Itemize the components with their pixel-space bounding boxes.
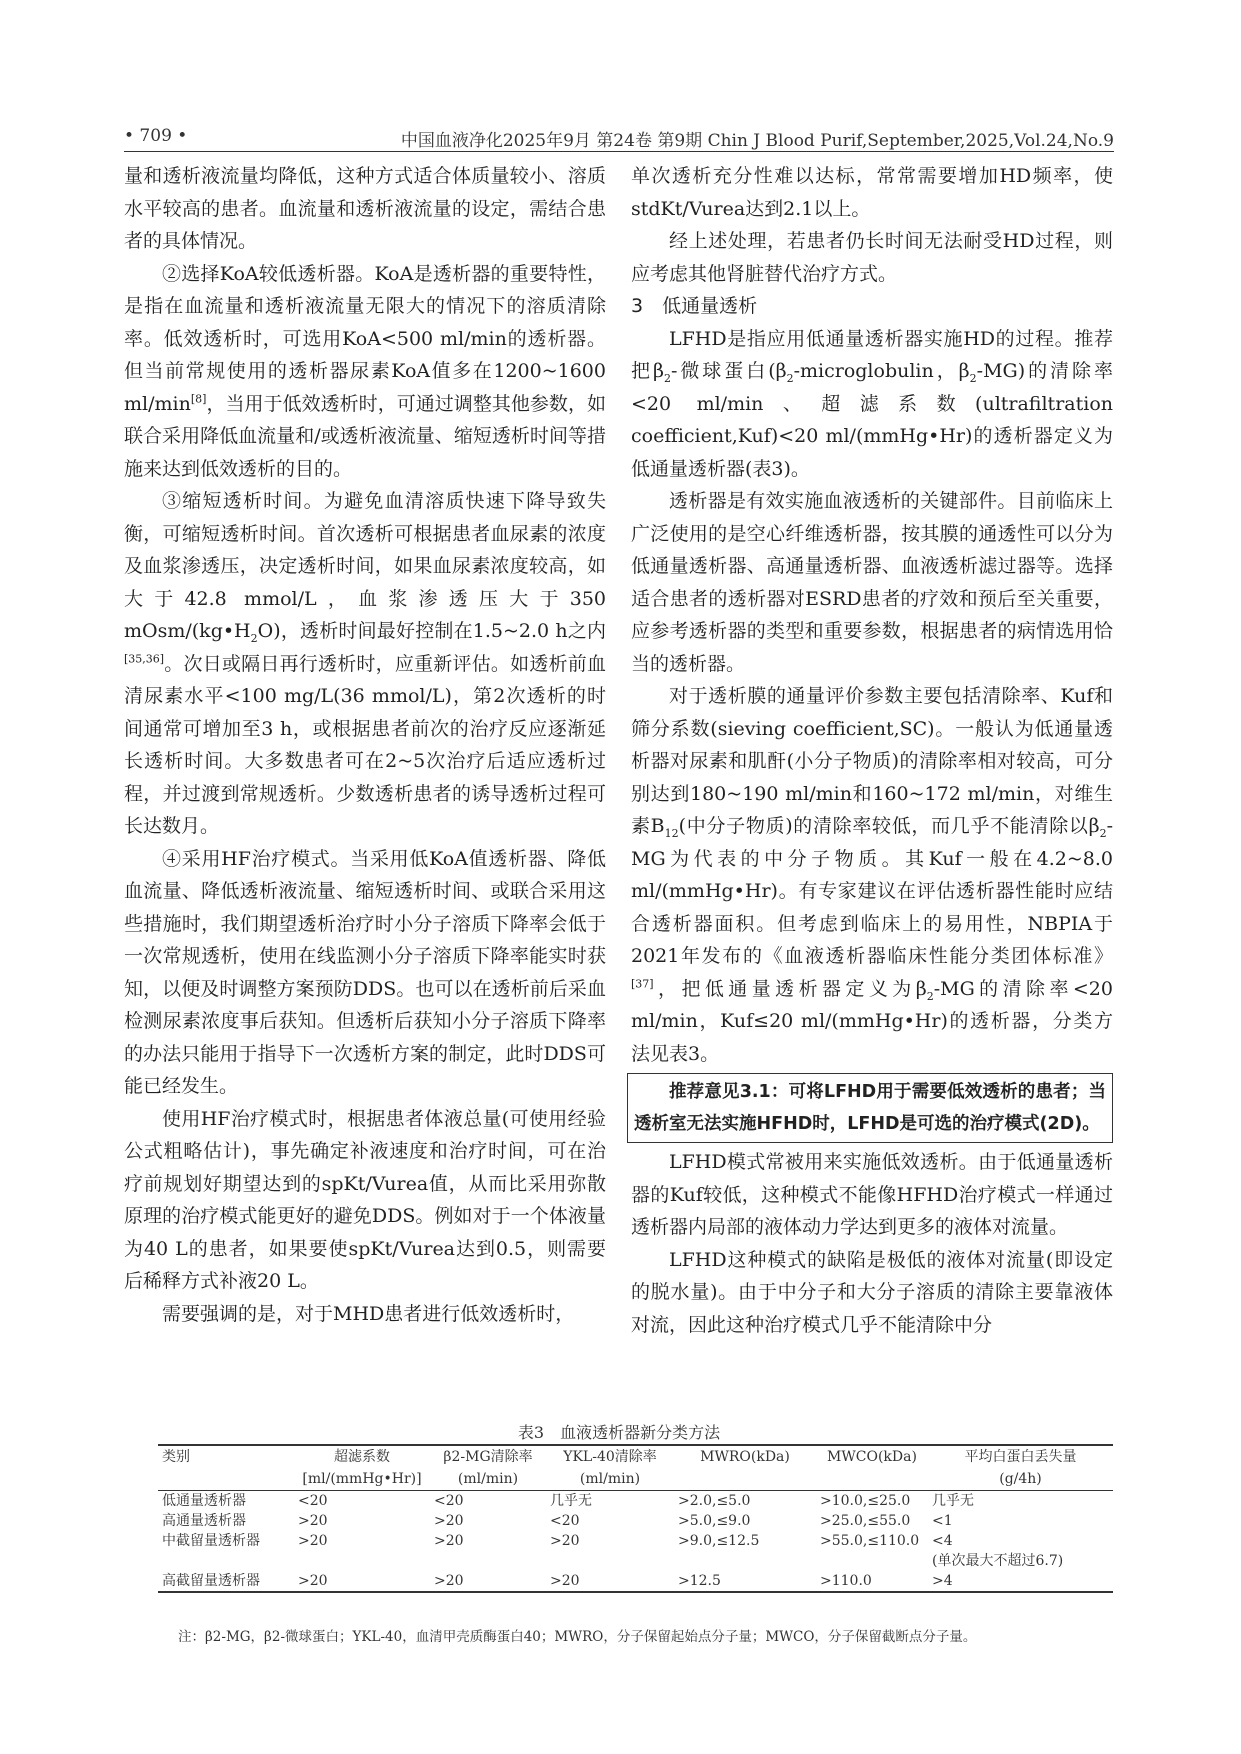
table-cell: >25.0,≤55.0: [820, 1513, 911, 1529]
paragraph: 经上述处理，若患者仍长时间无法耐受HD过程，则应考虑其他肾脏替代治疗方式。: [631, 230, 1113, 285]
paragraph-lfhd-def: LFHD是指应用低通量透析器实施HD的过程。推荐把$\beta_2-$微球蛋白($\beta_2$-microglobulin，$\beta_2-MG$)的清除率<20 ml/min、超滤系数(ultrafiltration coefficient,Kuf)<20 ml/(mmHg•Hr)的透析器定义为低通量透析器(表3)。: [631, 327, 1113, 480]
table-cell: >10.0,≤25.0: [820, 1493, 911, 1509]
page-number: • 709 •: [124, 126, 188, 146]
paragraph-flux: 对于透析膜的通量评价参数主要包括清除率、Kuf和筛分系数(sieving coefficient,SC)。一般认为低通量透析器对尿素和肌酐(小分子物质)的清除率相对较高，可分别达到180~190 ml/min和160~172 ml/min，对维生素$B_{12}$(中分子物质)的清除率较低，而几乎不能清除以$\beta_2-MG$为代表的中分子物质。其Kuf一般在4.2~8.0 ml/(mmHg•Hr)。有专家建议在评估透析器性能时应结合透析器面积。但考虑到临床上的易用性，NBPIA于2021年发布的《血液透析器临床性能分类团体标准》[37]，把低通量透析器定义为$\beta_2-MG$的清除率<20 ml/min，Kuf≤20 ml/(mmHg•Hr)的透析器，分类方法见表3。: [631, 685, 1113, 1065]
table-cell: >20: [434, 1513, 464, 1529]
table-cell: [430, 1551, 546, 1571]
table-cell: >20: [294, 1571, 430, 1592]
table-row: [158, 1511, 1113, 1531]
table-cell: >110.0: [816, 1571, 928, 1592]
table-cell: >2.0,≤5.0: [678, 1493, 751, 1509]
table-header-row: [158, 1445, 1113, 1468]
citation-ref: [8]: [190, 392, 207, 406]
paragraph: 单次透析充分性难以达标，常常需要增加HD频率，使stdKt/Vurea达到2.1以上。: [631, 165, 1113, 220]
table-cell: 高通量透析器: [162, 1513, 246, 1529]
table-cell: >55.0,≤110.0: [820, 1533, 920, 1549]
table-cell: >20: [298, 1533, 328, 1549]
table-cell: >20: [298, 1513, 328, 1529]
table-cell: <4: [932, 1533, 953, 1549]
paragraph-hf: ④采用HF治疗模式。当采用低KoA值透析器、降低血流量、降低透析液流量、缩短透析时间、或联合采用这些措施时，我们期望透析治疗时小分子溶质下降率会低于一次常规透析，使用在线监测小分子溶质下降率能实时获知，以便及时调整方案预防DDS。也可以在透析前后采血检测尿素浓度事后获知。但透析后获知小分子溶质下降率的办法只能用于指导下一次透析方案的制定，此时DDS可能已经发生。: [124, 847, 606, 1097]
paragraph: LFHD模式常被用来实施低效透析。由于低通量透析器的Kuf较低，这种模式不能像HFHD治疗模式一样通过透析器内局部的液体动力学达到更多的液体对流量。: [631, 1151, 1113, 1238]
table-cell: 几乎无: [550, 1493, 592, 1509]
table-cell: <20: [298, 1493, 328, 1509]
table-header-cell: 类别: [158, 1445, 294, 1468]
table-header-cell: β2-MG清除率: [430, 1445, 546, 1468]
paragraph: LFHD这种模式的缺陷是极低的液体对流量(即设定的脱水量)。由于中分子和大分子溶质的清除主要靠液体对流，因此这种治疗模式几乎不能清除中分: [631, 1248, 1113, 1336]
table-cell: >20: [434, 1533, 464, 1549]
paragraph-koa: ②选择KoA较低透析器。KoA是透析器的重要特性，是指在血流量和透析液流量无限大的情况下的溶质清除率。低效透析时，可选用KoA<500 ml/min的透析器。但当前常规使用的透析器尿素KoA值多在1200~1600 ml/min[8]，当用于低效透析时，可通过调整其他参数，如联合采用降低血流量和/或透析液流量、缩短透析时间等措施来达到低效透析的目的。: [124, 262, 606, 480]
table-header-cell: (g/4h): [928, 1468, 1113, 1491]
table-cell: [294, 1551, 430, 1571]
recommendation-box: 推荐意见3.1：可将LFHD用于需要低效透析的患者；当透析室无法实施HFHD时，LFHD是可选的治疗模式(2D)。: [627, 1073, 1113, 1143]
paragraph: 需要强调的是，对于MHD患者进行低效透析时，: [162, 1302, 575, 1325]
table-header-cell: [816, 1468, 928, 1491]
table-cell: >5.0,≤9.0: [678, 1513, 751, 1529]
table-header-cell: [674, 1468, 816, 1491]
table-cell: (单次最大不超过6.7): [932, 1553, 1064, 1569]
table-cell: <20: [434, 1493, 464, 1509]
table-header-cell: YKL-40清除率: [546, 1445, 674, 1468]
table-cell: [816, 1551, 928, 1571]
table-row: [158, 1531, 1113, 1551]
table-note: 注：β2-MG，β2-微球蛋白；YKL-40，血清甲壳质酶蛋白40；MWRO，分子保留起始点分子量；MWCO，分子保留截断点分子量。: [178, 1629, 977, 1645]
table-header-cell: (ml/min): [430, 1468, 546, 1491]
right-column: [631, 160, 1113, 1341]
table-cell: <20: [550, 1513, 580, 1529]
paragraph-dialyzer: 透析器是有效实施血液透析的关键部件。目前临床上广泛使用的是空心纤维透析器，按其膜的通透性可以分为低通量透析器、高通量透析器、血液透析滤过器等。选择适合患者的透析器对ESRD患者的疗效和预后至关重要，应参考透析器的类型和重要参数，根据患者的病情选用恰当的透析器。: [631, 490, 1113, 675]
citation-ref: [37]: [631, 977, 654, 991]
table-header-cell: MWCO(kDa): [816, 1445, 928, 1468]
table-header-cell: 超滤系数: [294, 1445, 430, 1468]
table-cell: [546, 1551, 674, 1571]
left-column: [124, 160, 606, 1330]
table-cell: >12.5: [674, 1571, 816, 1592]
table-cell: [674, 1551, 816, 1571]
table-cell: >20: [430, 1571, 546, 1592]
table-cell: >20: [550, 1533, 580, 1549]
table-row: [158, 1571, 1113, 1592]
dialyzer-classification-table: [158, 1444, 1113, 1593]
table-cell: 几乎无: [932, 1493, 974, 1509]
paragraph-time: ③缩短透析时间。为避免血清溶质快速下降导致失衡，可缩短透析时间。首次透析可根据患者血尿素的浓度及血浆渗透压，决定透析时间，如果血尿素浓度较高，如大于42.8 mmol/L，血浆渗透压大于350 mOsm/$(kg•H_2O)$，透析时间最好控制在1.5~2.0 h之内[35,36]。次日或隔日再行透析时，应重新评估。如透析前血清尿素水平<100 mg/L(36 mmol/L)，第2次透析的时间通常可增加至3 h，或根据患者前次的治疗反应逐渐延长透析时间。大多数患者可在2~5次治疗后适应透析过程，并过渡到常规透析。少数透析患者的诱导透析过程可长达数月。: [124, 490, 606, 837]
table-header-cell: [158, 1468, 294, 1491]
table-cell: 低通量透析器: [162, 1493, 246, 1509]
table-cell: <1: [932, 1513, 953, 1529]
paragraph: 量和透析液流量均降低，这种方式适合体质量较小、溶质水平较高的患者。血流量和透析液流量的设定，需结合患者的具体情况。: [124, 165, 606, 252]
header-rule: [124, 151, 1114, 152]
table-caption: 表3 血液透析器新分类方法: [517, 1423, 721, 1442]
table-cell: 中截留量透析器: [162, 1533, 260, 1549]
table-row: [158, 1551, 1113, 1571]
table-header-cell: 平均白蛋白丢失量: [928, 1445, 1113, 1468]
table-cell: [158, 1551, 294, 1571]
table-cell: >4: [928, 1571, 1113, 1592]
table-cell: 高截留量透析器: [158, 1571, 294, 1592]
citation-ref: [35,36]: [124, 652, 165, 666]
table-header-cell: [ml/(mmHg•Hr)]: [294, 1468, 430, 1491]
table-header-cell: (ml/min): [546, 1468, 674, 1491]
table-cell: >9.0,≤12.5: [678, 1533, 760, 1549]
table-row: [158, 1491, 1113, 1512]
table-header-row: [158, 1468, 1113, 1491]
journal-citation: 中国血液净化2025年9月 第24卷 第9期 Chin J Blood Purif,September,2025,Vol.24,No.9: [400, 131, 1114, 151]
paragraph-hf-mode: 使用HF治疗模式时，根据患者体液总量(可使用经验公式粗略估计)，事先确定补液速度和治疗时间，可在治疗前规划好期望达到的spKt/Vurea值，从而比采用弥散原理的治疗模式能更好的避免DDS。例如对于一个体液量为40 L的患者，如果要使spKt/Vurea达到0.5，则需要后稀释方式补液20 L。: [124, 1107, 606, 1292]
table-cell: >20: [546, 1571, 674, 1592]
table-header-cell: MWRO(kDa): [674, 1445, 816, 1468]
page-header: [124, 124, 1114, 150]
section-heading: 3 低通量透析: [631, 295, 758, 317]
